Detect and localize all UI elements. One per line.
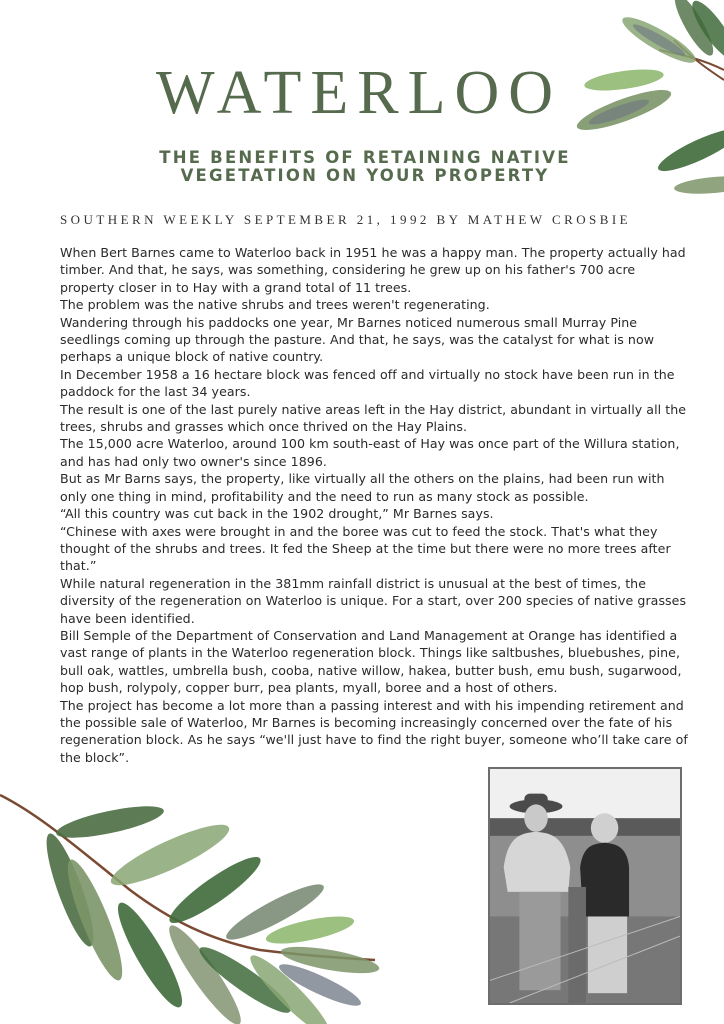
paragraph: Bill Semple of the Department of Conservation and Land Management at Orange has identified a vast range of plants in the Waterloo regeneration block. Things like saltbushes, bluebushes, pine, bull oak, wattles, umbrella bush, cooba, native willow, hakea, butter bush, emu bush, sugarwood, hop bush, rolypoly, copper burr, pea plants, myall, boree and a host of others. — [60, 627, 682, 696]
paragraph: But as Mr Barns says, the property, like virtually all the others on the plains, had been run with only one thing in mind, profitability and the need to run as many stock as possible. — [60, 471, 665, 504]
subtitle-line-1: THE BENEFITS OF RETAINING NATIVE — [159, 148, 571, 167]
paragraph: While natural regeneration in the 381mm rainfall district is unusual at the best of times, the diversity of the regeneration on Waterloo is unique. For a start, over 200 species of native grasses have been identified. — [60, 575, 687, 626]
article-byline: SOUTHERN WEEKLY SEPTEMBER 21, 1992 BY MATHEW CROSBIE — [60, 212, 631, 227]
paragraph: When Bert Barnes came to Waterloo back in 1951 he was a happy man. The property actually had timber. And that, he says, was something, considering he grew up on his father's 700 acre property closer in to Hay with a grand total of 11 trees. — [60, 245, 686, 295]
document-subtitle — [0, 149, 724, 185]
paragraph: “All this country was cut back in the 1902 drought,” Mr Barnes says. — [60, 506, 494, 522]
paragraph: In December 1958 a 16 hectare block was fenced off and virtually no stock have been run in the paddock for the last 34 years. — [60, 366, 675, 400]
paragraph: The problem was the native shrubs and trees weren't regenerating. — [60, 297, 490, 313]
document-title: WATERLOO — [155, 59, 563, 127]
subtitle-line-2: VEGETATION ON YOUR PROPERTY — [180, 166, 550, 185]
paragraph: “Chinese with axes were brought in and the boree was cut to feed the stock. That's what they thought of the shrubs and trees. It fed the Sheep at the time but there were no more trees after that.” — [60, 523, 671, 574]
paragraph: The result is one of the last purely native areas left in the Hay district, abundant in virtually all the trees, shrubs and grasses which once thrived on the Hay Plains. — [60, 401, 687, 435]
paragraph: Wandering through his paddocks one year, Mr Barnes noticed numerous small Murray Pine seedlings coming up through the pasture. And that, he says, was the catalyst for what is now perhaps a unique block of native country. — [60, 314, 655, 365]
leaf-branch-decoration-bottom-left — [0, 790, 380, 1024]
photo-illustration — [490, 769, 680, 1003]
couple-photo — [488, 767, 682, 1005]
paragraph: The project has become a lot more than a passing interest and with his impending retirement and the possible sale of Waterloo, Mr Barnes is becoming increasingly concerned over the fate of his regeneration block. As he says “we'll just have to find the right buyer, someone who’ll take care of the block”. — [60, 697, 688, 765]
paragraph: The 15,000 acre Waterloo, around 100 km south-east of Hay was once part of the Willura station, and has had only two owner's since 1896. — [60, 436, 680, 469]
article-body — [60, 244, 690, 766]
